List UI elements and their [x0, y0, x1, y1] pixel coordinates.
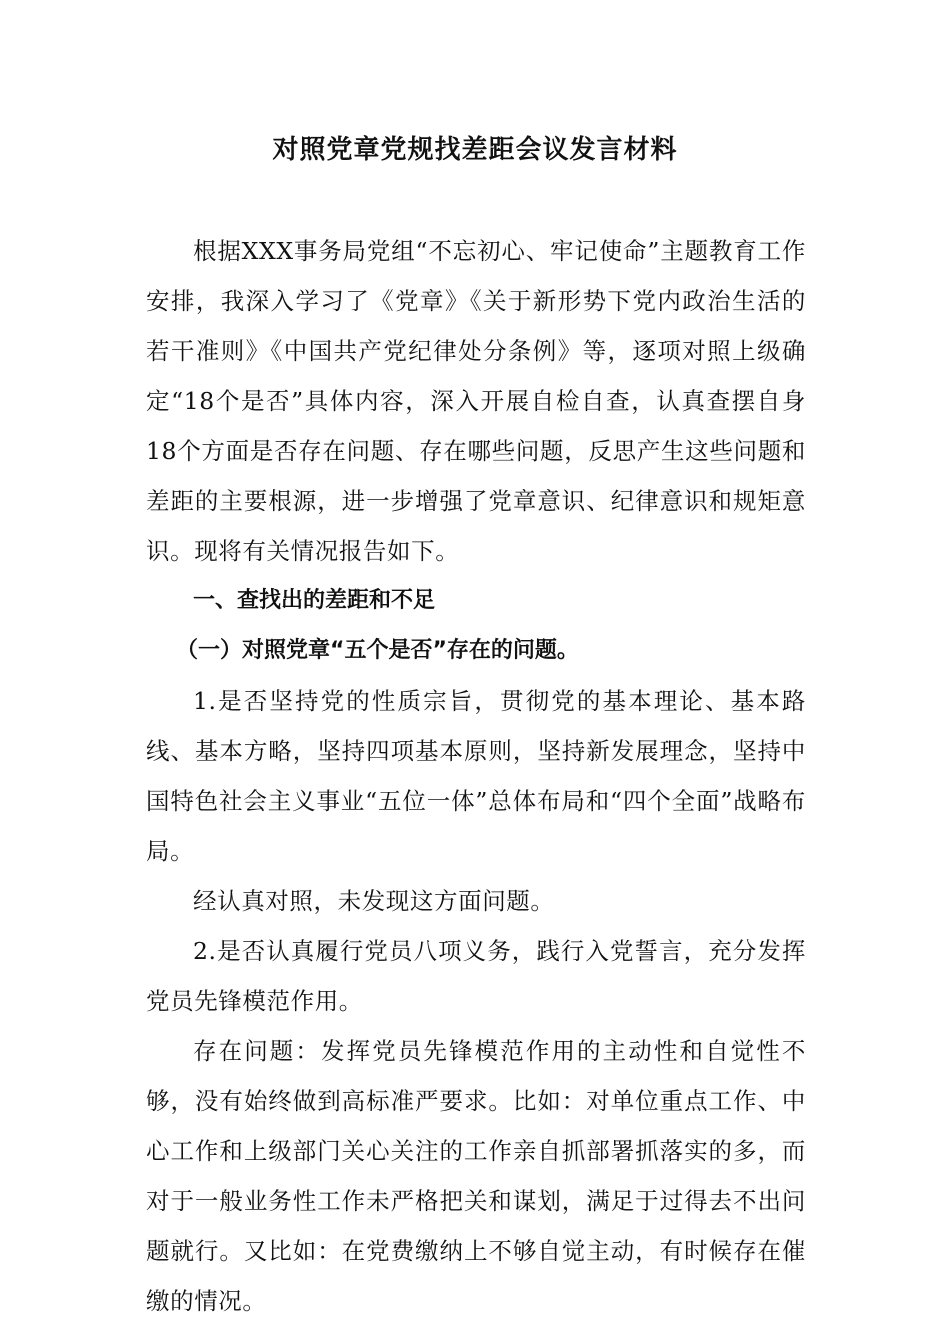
subsection-heading: （一）对照党章“五个是否”存在的问题。: [176, 638, 579, 663]
section-heading: 一、查找出的差距和不足: [193, 588, 436, 613]
document-title: 对照党章党规找差距会议发言材料: [272, 135, 678, 165]
item-2-result-paragraph: 存在问题：发挥党员先锋模范作用的主动性和自觉性不够，没有始终做到高标准严要求。比如：对单位重点工作、中心工作和上级部门关心关注的工作亲自抓部署抓落实的多，而对于一般业务性工作未严格把关和谋划，满足于过得去不出问题就行。又比如：在党费缴纳上不够自觉主动，有时候存在催缴的情况。: [146, 1037, 806, 1315]
document-body: [146, 226, 806, 1326]
item-1-paragraph: 1.是否坚持党的性质宗旨，贯彻党的基本理论、基本路线、基本方略，坚持四项基本原则，坚持新发展理念，坚持中国特色社会主义事业“五位一体”总体布局和“四个全面”战略布局。: [146, 687, 806, 865]
item-2-paragraph: 2.是否认真履行党员八项义务，践行入党誓言，充分发挥党员先锋模范作用。: [146, 937, 806, 1015]
item-1-result-paragraph: 经认真对照，未发现这方面问题。: [193, 887, 555, 915]
intro-paragraph: 根据XXX事务局党组“不忘初心、牢记使命”主题教育工作安排，我深入学习了《党章》《关于新形势下党内政治生活的若干准则》《中国共产党纪律处分条例》等，逐项对照上级确定“18个是否”具体内容，深入开展自检自查，认真查摆自身18个方面是否存在问题、存在哪些问题，反思产生这些问题和差距的主要根源，进一步增强了党章意识、纪律意识和规矩意识。现将有关情况报告如下。: [146, 237, 806, 565]
